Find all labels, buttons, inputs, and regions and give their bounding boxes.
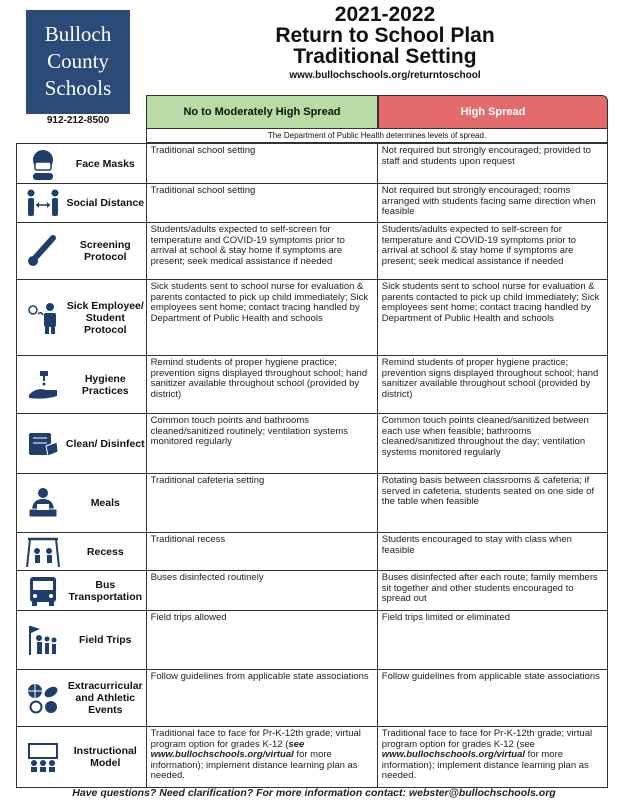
page-header	[232, 4, 538, 81]
sick-person-icon	[21, 301, 65, 335]
high-spread-cell: Rotating basis between classrooms & cafeteria; if served in cafeteria, students seated on one side of the table when feasible	[377, 474, 607, 532]
high-spread-cell: Students/adults expected to self-screen for temperature and COVID-19 symptoms prior to arrival at school & stay home if symptoms are present; seek medical assistance if needed	[377, 223, 607, 279]
table-row	[17, 571, 607, 611]
plan-table	[16, 143, 608, 788]
low-spread-cell: Buses disinfected routinely	[150, 572, 264, 583]
thermometer-icon	[21, 234, 65, 268]
row-label: Recess	[86, 545, 124, 558]
row-label-cell	[17, 144, 147, 183]
high-spread-cell: Remind students of proper hygiene practice; prevention signs displayed throughout school; hand sanitizer available throughout school (provided by district)	[377, 356, 607, 413]
swing-icon	[21, 535, 65, 569]
table-row	[17, 280, 607, 356]
header-url: www.bullochschools.org/returntoschool	[289, 70, 481, 81]
table-row	[17, 414, 607, 474]
row-label-cell	[17, 727, 147, 787]
table-row	[17, 356, 607, 414]
high-spread-cell: Not required but strongly encouraged; provided to staff and students upon request	[377, 144, 607, 183]
row-label: Social Distance	[66, 197, 145, 209]
table-row	[17, 184, 607, 223]
low-spread-cell: Follow guidelines from applicable state associations	[150, 671, 369, 682]
column-header-high-spread: High Spread	[378, 95, 608, 129]
table-row	[17, 144, 607, 184]
high-spread-cell: Students encouraged to stay with class when feasible	[377, 533, 607, 570]
row-label-cell	[17, 414, 147, 473]
row-label: Screening Protocol	[79, 239, 131, 263]
row-label-cell	[17, 356, 147, 413]
column-header-low-spread: No to Moderately High Spread	[146, 95, 378, 129]
meal-icon	[21, 486, 65, 520]
low-spread-cell: Remind students of proper hygiene practice; prevention signs displayed throughout school; hand sanitizer available throughout school (provided by district)	[150, 357, 368, 400]
row-label-cell	[17, 280, 147, 355]
virtual-program-link[interactable]: www.bullochschools.org/virtual	[381, 749, 526, 760]
row-label: Face Masks	[75, 157, 135, 170]
footer-contact: Have questions? Need clarification? For more information contact: webster@bullochschools.org	[72, 787, 556, 799]
row-label-cell	[17, 571, 147, 610]
hand-wash-icon	[21, 368, 65, 402]
row-label: Bus Transportation	[68, 578, 143, 603]
cell-text: for more information); implement distance learning plan as needed.	[381, 749, 589, 781]
social-distance-icon	[21, 186, 65, 220]
high-spread-cell	[377, 727, 607, 787]
row-label: Hygiene Practices	[81, 372, 129, 397]
cell-text: Traditional face to face for Pr-K-12th grade; virtual program option for grades K-12 (see	[381, 728, 593, 750]
low-spread-cell: Traditional recess	[150, 534, 226, 545]
row-label-cell	[17, 533, 147, 570]
cell-text: Traditional face to face for Pr-K-12th grade; virtual program option for grades K-12 (	[150, 728, 361, 750]
sports-balls-icon	[21, 681, 65, 715]
row-label-cell	[17, 223, 147, 279]
low-spread-cell: Traditional school setting	[150, 185, 256, 196]
title-setting: Traditional Setting	[293, 45, 477, 68]
row-label-cell	[17, 611, 147, 669]
logo-line-1: Bulloch	[44, 22, 112, 46]
field-trip-icon	[21, 623, 65, 657]
low-spread-cell: Students/adults expected to self-screen for temperature and COVID-19 symptoms prior to arrival at school & stay home if symptoms are present; seek medical assistance if needed	[150, 224, 345, 267]
high-spread-cell: Field trips limited or eliminated	[377, 611, 607, 669]
high-spread-cell: Common touch points cleaned/sanitized between each use when feasible; bathrooms cleaned/sanitized throughout the day; ventilation systems monitored regularly	[377, 414, 607, 473]
logo-line-3: Schools	[44, 76, 112, 100]
row-label-cell	[17, 670, 147, 726]
low-spread-cell: Sick students sent to school nurse for evaluation & parents contacted to pick up child immediately; Sick employees sent home; contact tracing handled by Department of Public Health and schools	[150, 281, 369, 324]
face-mask-icon	[21, 147, 65, 181]
spread-note: The Department of Public Health determines levels of spread.	[146, 129, 608, 143]
high-spread-cell: Buses disinfected after each route; family members sit together and other students encouraged to spread out	[377, 571, 607, 610]
virtual-program-link[interactable]: see www.bullochschools.org/virtual	[150, 738, 305, 760]
table-row	[17, 533, 607, 571]
table-row	[17, 670, 607, 727]
high-spread-cell: Sick students sent to school nurse for evaluation & parents contacted to pick up child immediately; Sick employees sent home; contact tracing handled by Department of Public Health and schools	[377, 280, 607, 355]
low-spread-cell: Traditional cafeteria setting	[150, 475, 265, 486]
title-year: 2021-2022	[334, 3, 436, 26]
high-spread-cell: Not required but strongly encouraged; rooms arranged with students facing same direction when feasible	[377, 184, 607, 222]
row-label: Instructional Model	[73, 745, 137, 769]
row-label: Field Trips	[79, 634, 132, 646]
table-row	[17, 611, 607, 670]
row-label: Sick Employee/ Student Protocol	[66, 299, 144, 336]
row-label-cell	[17, 474, 147, 532]
cell-text: for more information); implement distance learning plan as needed.	[150, 749, 358, 781]
low-spread-cell	[147, 727, 377, 787]
classroom-icon	[21, 740, 65, 774]
low-spread-cell: Field trips allowed	[150, 612, 227, 623]
bus-icon	[21, 574, 65, 608]
table-row	[17, 474, 607, 533]
phone-number: 912-212-8500	[46, 115, 110, 126]
table-row	[17, 727, 607, 787]
row-label-cell	[17, 184, 147, 222]
logo-line-2: County	[47, 49, 109, 73]
cleaning-icon	[21, 427, 65, 461]
title-plan: Return to School Plan	[275, 24, 495, 47]
row-label: Extracurricular and Athletic Events	[67, 680, 143, 716]
high-spread-cell: Follow guidelines from applicable state associations	[377, 670, 607, 726]
row-label: Meals	[90, 497, 120, 509]
table-row	[17, 223, 607, 280]
low-spread-cell: Traditional school setting	[150, 145, 256, 156]
district-logo	[26, 10, 130, 114]
row-label: Clean/ Disinfect	[65, 437, 145, 450]
low-spread-cell: Common touch points and bathrooms cleaned/sanitized routinely; ventilation systems monitored regularly	[150, 415, 349, 447]
